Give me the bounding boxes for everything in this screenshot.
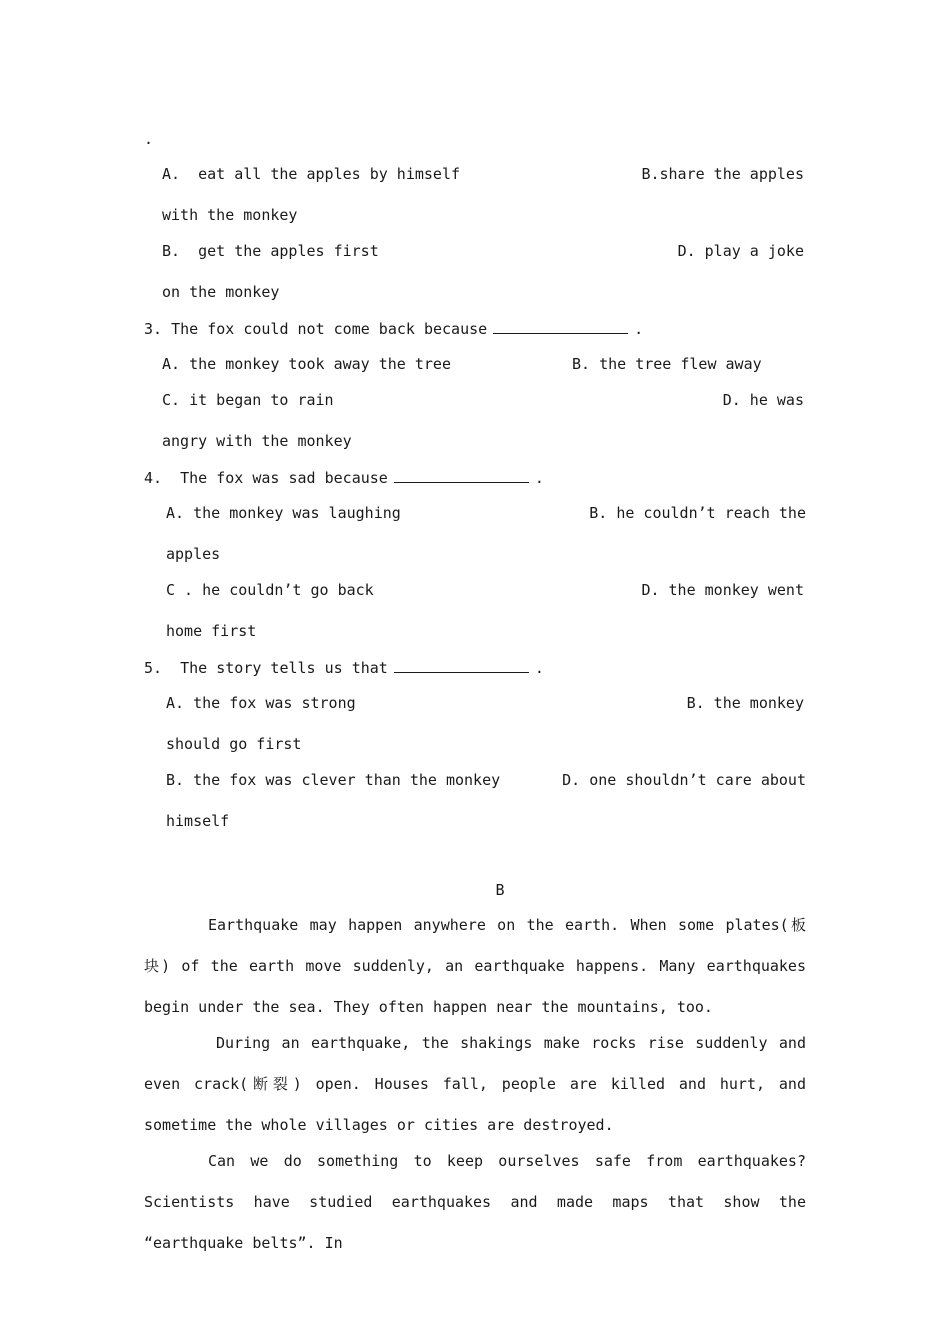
question-4-stem: 4. The fox was sad because <box>144 469 388 487</box>
q2-option-a: A. eat all the apples by himself <box>162 165 461 183</box>
q2-option-b-continued: with the monkey <box>162 206 298 224</box>
stray-dot: . <box>144 130 154 148</box>
q4-option-d-continued: home first <box>166 622 257 640</box>
answer-blank <box>493 319 628 334</box>
section-b-heading: B <box>495 881 505 899</box>
answer-blank <box>394 468 529 483</box>
section-b-paragraph-3: Can we do something to keep ourselves safe from earthquakes? Scientists have studied earthquakes and made maps that show the “earthquake belts”. In <box>144 1152 806 1252</box>
q4-option-c: C . he couldn’t go back <box>166 581 374 599</box>
answer-blank <box>394 658 529 673</box>
section-b-paragraph-2: During an earthquake, the shakings make rocks rise suddenly and even crack(断裂) open. Houses fall, people are killed and hurt, and sometime the whole villages or cities are destroyed. <box>144 1034 806 1134</box>
section-b-paragraph-1: Earthquake may happen anywhere on the earth. When some plates(板块) of the earth move suddenly, an earthquake happens. Many earthquakes begin under the sea. They often happen near the mountains, too. <box>144 916 806 1016</box>
q4-option-a: A. the monkey was laughing <box>166 504 401 522</box>
q5-option-a: A. the fox was strong <box>166 694 356 712</box>
q5-option-b-continued: should go first <box>166 735 302 753</box>
question-5-stem: 5. The story tells us that <box>144 659 388 677</box>
q2-option-c: B. get the apples first <box>162 242 379 260</box>
q4-option-d: D. the monkey went <box>641 581 804 599</box>
question-3 <box>144 319 643 338</box>
q5-option-b: B. the monkey <box>686 694 804 712</box>
q2-option-d-continued: on the monkey <box>162 283 280 301</box>
question-3-end: . <box>634 320 644 338</box>
question-4 <box>144 468 544 487</box>
question-5 <box>144 658 544 677</box>
q4-option-b-continued: apples <box>166 545 221 563</box>
q5-option-c: B. the fox was clever than the monkey <box>166 771 501 789</box>
q2-option-d: D. play a joke <box>677 242 804 260</box>
question-5-end: . <box>534 659 544 677</box>
question-3-stem: 3. The fox could not come back because <box>144 320 488 338</box>
q3-option-d: D. he was <box>722 391 804 409</box>
q3-option-a: A. the monkey took away the tree <box>162 355 451 373</box>
q3-option-b: B. the tree flew away <box>572 355 762 373</box>
q2-option-b: B.share the apples <box>641 165 804 183</box>
q5-option-d: D. one shouldn’t care about <box>562 771 806 789</box>
question-4-end: . <box>534 469 544 487</box>
q4-option-b: B. he couldn’t reach the <box>589 504 806 522</box>
q5-option-d-continued: himself <box>166 812 230 830</box>
q3-option-d-continued: angry with the monkey <box>162 432 352 450</box>
q3-option-c: C. it began to rain <box>162 391 334 409</box>
